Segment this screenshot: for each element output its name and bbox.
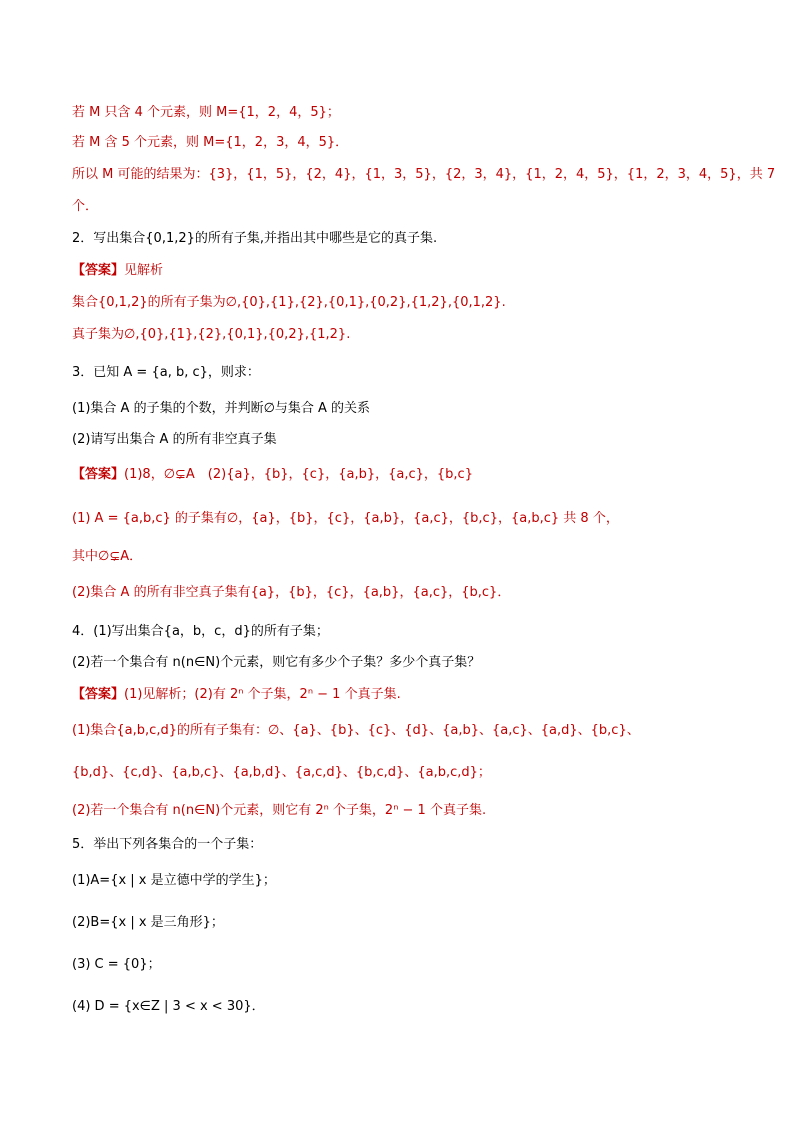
answer-tag: 【答案】 xyxy=(72,263,125,278)
solution-line: 其中∅⊊A． xyxy=(72,549,143,564)
solution-line: (2)若一个集合有 n(n∈N)个元素，则它有 2ⁿ 个子集，2ⁿ − 1 个真子集. xyxy=(72,803,487,818)
answer-line xyxy=(72,686,401,704)
text-line: 若 M 只含 4 个元素，则 M={1，2，4，5}； xyxy=(72,105,340,120)
question-5-part-1: (1)A={x | x 是立德中学的学生}； xyxy=(72,873,276,888)
answer-tag: 【答案】 xyxy=(72,467,125,482)
question-5-part-2: (2)B={x | x 是三角形}； xyxy=(72,915,224,930)
solution-line: (1) A = {a,b,c} 的子集有∅，{a}，{b}，{c}，{a,b}，{a,c}，{b,c}，{a,b,c} 共 8 个， xyxy=(72,511,619,526)
answer-tag: 【答案】 xyxy=(72,687,125,702)
question-2: 2．写出集合{0,1,2}的所有子集,并指出其中哪些是它的真子集. xyxy=(72,231,438,246)
question-3-part-1: (1)集合 A 的子集的个数，并判断∅与集合 A 的关系 xyxy=(72,401,371,416)
answer-text: (1)见解析；(2)有 2ⁿ 个子集，2ⁿ − 1 个真子集. xyxy=(124,687,401,702)
solution-line: (2)集合 A 的所有非空真子集有{a}，{b}，{c}，{a,b}，{a,c}，{b,c}． xyxy=(72,585,511,600)
question-5: 5．举出下列各集合的一个子集： xyxy=(72,837,263,852)
question-5-part-3: (3) C = {0}； xyxy=(72,957,161,972)
text-line: 若 M 含 5 个元素，则 M={1，2，3，4，5}． xyxy=(72,135,349,150)
text-line: 个． xyxy=(72,199,99,214)
question-4-part-2: (2)若一个集合有 n(n∈N)个元素，则它有多少个子集？多少个真子集？ xyxy=(72,655,481,670)
solution-line: {b,d}、{c,d}、{a,b,c}、{a,b,d}、{a,c,d}、{b,c,d}、{a,b,c,d}； xyxy=(72,765,491,780)
answer-text: (1)8，∅⊊A (2){a}，{b}，{c}，{a,b}，{a,c}，{b,c} xyxy=(124,467,473,482)
question-3: 3．已知 A = {a, b, c}，则求： xyxy=(72,365,260,380)
answer-line xyxy=(72,262,163,280)
solution-line: 集合{0,1,2}的所有子集为∅,{0},{1},{2},{0,1},{0,2},{1,2},{0,1,2}. xyxy=(72,295,506,310)
question-5-part-4: (4) D = {x∈Z | 3 < x < 30}． xyxy=(72,999,265,1014)
solution-line: 真子集为∅,{0},{1},{2},{0,1},{0,2},{1,2}. xyxy=(72,327,351,342)
question-4-part-1: 4．(1)写出集合{a，b，c，d}的所有子集； xyxy=(72,624,329,639)
question-3-part-2: (2)请写出集合 A 的所有非空真子集 xyxy=(72,432,277,447)
answer-line xyxy=(72,466,473,484)
answer-text: 见解析 xyxy=(124,263,164,278)
text-line: 所以 M 可能的结果为：{3}，{1，5}，{2，4}，{1，3，5}，{2，3，4}，{1，2，4，5}，{1，2，3，4，5}，共 7 xyxy=(72,167,776,182)
solution-line: (1)集合{a,b,c,d}的所有子集有：∅、{a}、{b}、{c}、{d}、{a,b}、{a,c}、{a,d}、{b,c}、 xyxy=(72,723,640,738)
